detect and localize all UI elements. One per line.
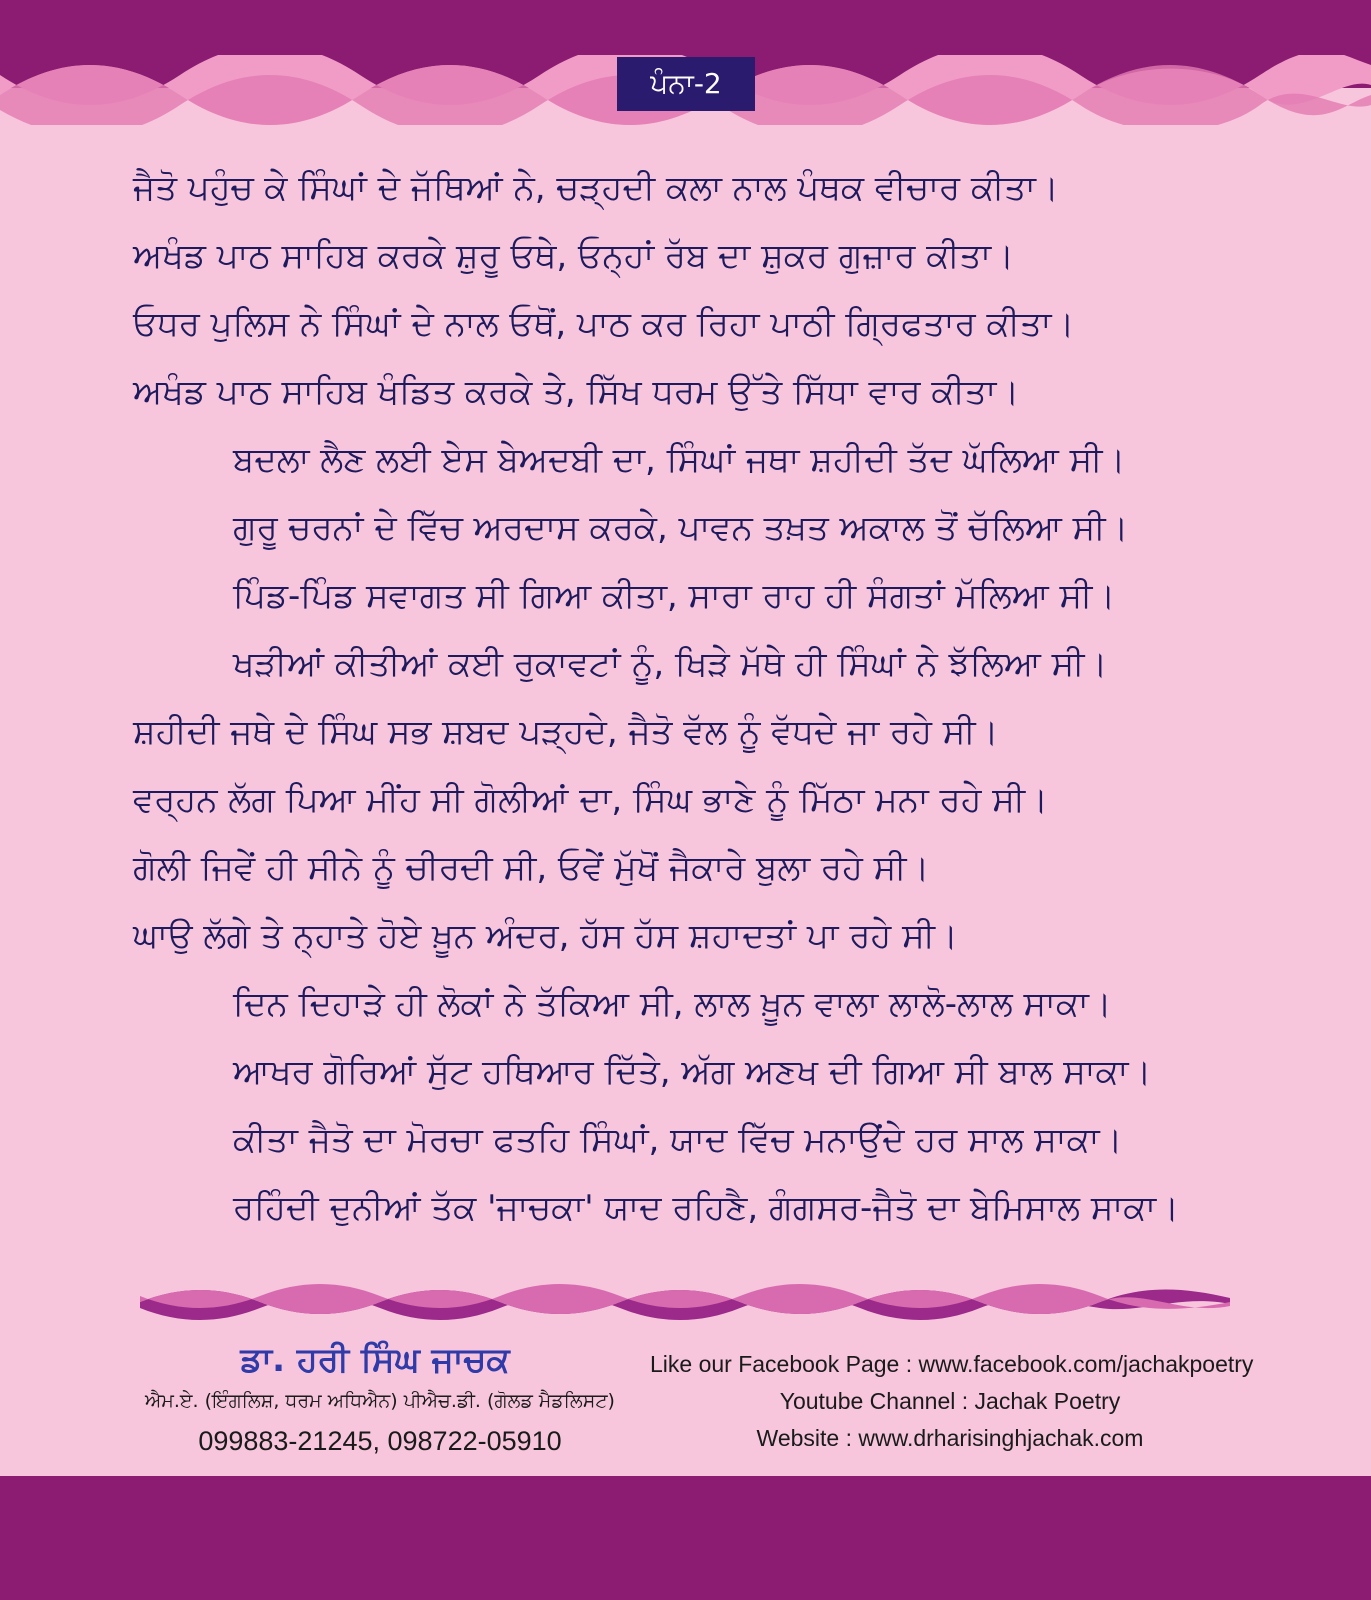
poem-line: ਆਖਰ ਗੋਰਿਆਂ ਸੁੱਟ ਹਥਿਆਰ ਦਿੱਤੇ, ਅੱਗ ਅਣਖ ਦੀ ਗਿਆ ਸੀ ਬਾਲ ਸਾਕਾ। [233, 1052, 1152, 1092]
facebook-link[interactable]: Like our Facebook Page : www.facebook.com/jachakpoetry [650, 1351, 1254, 1377]
poem-line: ਗੁਰੂ ਚਰਨਾਂ ਦੇ ਵਿੱਚ ਅਰਦਾਸ ਕਰਕੇ, ਪਾਵਨ ਤਖ਼ਤ ਅਕਾਲ ਤੋਂ ਚੱਲਿਆ ਸੀ। [233, 508, 1129, 548]
poem-line: ਬਦਲਾ ਲੈਣ ਲਈ ਏਸ ਬੇਅਦਬੀ ਦਾ, ਸਿੰਘਾਂ ਜਥਾ ਸ਼ਹੀਦੀ ਤੱਦ ਘੱਲਿਆ ਸੀ। [233, 440, 1126, 480]
poem-line: ਅਖੰਡ ਪਾਠ ਸਾਹਿਬ ਕਰਕੇ ਸ਼ੁਰੂ ਓਥੇ, ਓਨ੍ਹਾਂ ਰੱਬ ਦਾ ਸ਼ੁਕਰ ਗੁਜ਼ਾਰ ਕੀਤਾ। [133, 236, 1015, 276]
poem-line: ਅਖੰਡ ਪਾਠ ਸਾਹਿਬ ਖੰਡਿਤ ਕਰਕੇ ਤੇ, ਸਿੱਖ ਧਰਮ ਉੱਤੇ ਸਿੱਧਾ ਵਾਰ ਕੀਤਾ। [133, 372, 1020, 412]
author-name: ਡਾ. ਹਰੀ ਸਿੰਘ ਜਾਚਕ [240, 1340, 510, 1380]
poem-line: ਪਿੰਡ-ਪਿੰਡ ਸਵਾਗਤ ਸੀ ਗਿਆ ਕੀਤਾ, ਸਾਰਾ ਰਾਹ ਹੀ ਸੰਗਤਾਂ ਮੱਲਿਆ ਸੀ। [233, 576, 1116, 616]
youtube-link[interactable]: Youtube Channel : Jachak Poetry [779, 1388, 1121, 1414]
author-phone: 099883-21245, 098722-05910 [198, 1426, 562, 1456]
poem-line: ਘਾਉ ਲੱਗੇ ਤੇ ਨ੍ਹਾਤੇ ਹੋਏ ਖ਼ੂਨ ਅੰਦਰ, ਹੱਸ ਹੱਸ ਸ਼ਹਾਦਤਾਂ ਪਾ ਰਹੇ ਸੀ। [133, 916, 958, 956]
poem-line: ਜੈਤੋ ਪਹੁੰਚ ਕੇ ਸਿੰਘਾਂ ਦੇ ਜੱਥਿਆਂ ਨੇ, ਚੜ੍ਹਦੀ ਕਲਾ ਨਾਲ ਪੰਥਕ ਵੀਚਾਰ ਕੀਤਾ। [133, 168, 1059, 208]
website-link[interactable]: Website : www.drharisinghjachak.com [756, 1425, 1144, 1451]
bottom-ribbon-decoration [140, 1280, 1230, 1320]
poem-line: ਖੜੀਆਂ ਕੀਤੀਆਂ ਕਈ ਰੁਕਾਵਟਾਂ ਨੂੰ, ਖਿੜੇ ਮੱਥੇ ਹੀ ਸਿੰਘਾਂ ਨੇ ਝੱਲਿਆ ਸੀ। [233, 644, 1108, 684]
contact-links [650, 1346, 1254, 1457]
poem-line: ਸ਼ਹੀਦੀ ਜਥੇ ਦੇ ਸਿੰਘ ਸਭ ਸ਼ਬਦ ਪੜ੍ਹਦੇ, ਜੈਤੋ ਵੱਲ ਨੂੰ ਵੱਧਦੇ ਜਾ ਰਹੇ ਸੀ। [133, 712, 999, 752]
author-qualification: ਐਮ.ਏ. (ਇੰਗਲਿਸ਼, ਧਰਮ ਅਧਿਐਨ) ਪੀਐਚ.ਡੀ. (ਗੋਲਡ ਮੈਡਲਿਸਟ) [145, 1390, 615, 1412]
bottom-band [0, 1476, 1371, 1600]
poem-line: ਵਰ੍ਹਨ ਲੱਗ ਪਿਆ ਮੀਂਹ ਸੀ ਗੋਲੀਆਂ ਦਾ, ਸਿੰਘ ਭਾਣੇ ਨੂੰ ਮਿੱਠਾ ਮਨਾ ਰਹੇ ਸੀ। [133, 780, 1049, 820]
poem-line: ਦਿਨ ਦਿਹਾੜੇ ਹੀ ਲੋਕਾਂ ਨੇ ਤੱਕਿਆ ਸੀ, ਲਾਲ ਖ਼ੂਨ ਵਾਲਾ ਲਾਲੋ-ਲਾਲ ਸਾਕਾ। [233, 984, 1112, 1024]
poem-line: ਰਹਿੰਦੀ ਦੁਨੀਆਂ ਤੱਕ 'ਜਾਚਕਾ' ਯਾਦ ਰਹਿਣੈ, ਗੰਗਸਰ-ਜੈਤੋ ਦਾ ਬੇਮਿਸਾਲ ਸਾਕਾ। [233, 1188, 1180, 1228]
page-number-badge: ਪੰਨਾ-2 [617, 57, 755, 111]
poem-line: ਕੀਤਾ ਜੈਤੋ ਦਾ ਮੋਰਚਾ ਫਤਹਿ ਸਿੰਘਾਂ, ਯਾਦ ਵਿੱਚ ਮਨਾਉਂਦੇ ਹਰ ਸਾਲ ਸਾਕਾ। [233, 1120, 1123, 1160]
poem-line: ਓਧਰ ਪੁਲਿਸ ਨੇ ਸਿੰਘਾਂ ਦੇ ਨਾਲ ਓਥੋਂ, ਪਾਠ ਕਰ ਰਿਹਾ ਪਾਠੀ ਗ੍ਰਿਫਤਾਰ ਕੀਤਾ। [133, 304, 1075, 344]
poem-line: ਗੋਲੀ ਜਿਵੇਂ ਹੀ ਸੀਨੇ ਨੂੰ ਚੀਰਦੀ ਸੀ, ਓਵੇਂ ਮੁੱਖੋਂ ਜੈਕਾਰੇ ਬੁਲਾ ਰਹੇ ਸੀ। [133, 848, 930, 888]
